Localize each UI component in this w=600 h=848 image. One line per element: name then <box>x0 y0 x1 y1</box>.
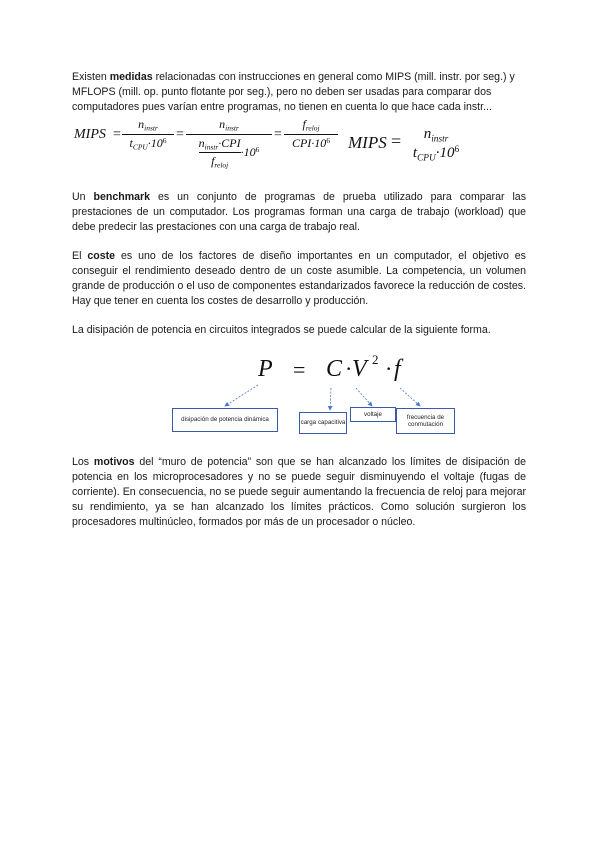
bold-term-medidas: medidas <box>109 71 153 83</box>
symbol-c: C <box>326 356 343 382</box>
text: relacionadas con instrucciones en general como MIPS (mill. instr. por seg.) y MFLOPS (mill. op. punto flotante por seg.), pero no deben ser usadas para comparar dos computadores pues varían entre programas, no tienen en cuenta lo que hace cada instr... <box>72 71 515 113</box>
equals-sign: = <box>176 127 184 142</box>
paragraph-motivos <box>72 455 526 530</box>
fraction-2: $n_{instr}$ $n_{instr}\cdot CPI$ $f_{reloj}$ $\cdot 10^6$ <box>186 117 272 170</box>
annotation-power: disipación de potencia dinámica <box>172 408 278 432</box>
arrow-frequency <box>400 388 420 406</box>
equals-sign: = <box>391 131 402 151</box>
arrow-power <box>225 385 258 406</box>
equals-sign: = <box>293 357 306 382</box>
text: Los <box>72 456 94 468</box>
exponent-2: 2 <box>372 352 379 367</box>
fraction-rhs: $n_{instr}$ $t_{CPU}\cdot 10^6$ <box>412 126 460 164</box>
annotation-frequency: frecuencia de conmutación <box>396 408 455 434</box>
bold-term-coste: coste <box>87 250 116 262</box>
text: del “muro de potencia” son que se han alcanzado los límites de disipación de potencia en los microprocesadores y no se puede seguir disminuyendo el voltaje (fugas de corriente). En consecuencia, no se puede seguir aumentando la frecuencia de reloj para mejorar su rendimiento, ya se han alcanzado los límites prácticos. Como solución surgieron los procesadores multinúcleo, formados por más de un procesador o núcleo. <box>72 456 526 528</box>
text: es un conjunto de programas de prueba utilizado para comparar las prestaciones de un computador. Los programas forman una carga de trabajo (workload) que debe predecir las prestaciones con una carga de trabajo real. <box>72 191 526 233</box>
fraction-1: $n_{instr}$ $t_{CPU}\cdot 10^6$ <box>122 117 174 151</box>
formula-rhs-lhs: MIPS <box>348 133 387 152</box>
text: Existen <box>72 71 110 83</box>
formula-lhs: MIPS <box>74 127 106 142</box>
arrow-voltage <box>356 388 372 406</box>
fraction-3: $f_{reloj}$ $CPI\cdot 10^6$ <box>284 117 338 151</box>
text: La disipación de potencia en circuitos integrados se puede calcular de la siguiente forma. <box>72 324 491 336</box>
symbol-f: f <box>394 356 401 382</box>
annotation-capacitive: carga capacitiva <box>299 412 347 434</box>
text: es uno de los factores de diseño importantes en un computador, el objetivo es conseguir el rendimiento deseado dentro de un coste asumible. La competencia, un volumen grande de producción o el uso de componentes estandarizados favorece la reducción de costes. Hay que tener en cuenta los costes de desarrollo y producción. <box>72 250 526 307</box>
dot-operator: · <box>345 356 353 381</box>
bold-term-motivos: motivos <box>93 456 135 468</box>
symbol-p: P <box>258 356 273 382</box>
equals-sign: = <box>113 127 121 142</box>
text: El <box>72 250 88 262</box>
dot-operator: · <box>385 356 393 381</box>
symbol-v: V <box>352 356 367 382</box>
bold-term-benchmark: benchmark <box>93 191 151 203</box>
arrow-capacitive <box>330 388 331 410</box>
equals-sign: = <box>274 127 282 142</box>
annotation-voltage: voltaje <box>350 407 396 422</box>
text: Un <box>72 191 94 203</box>
